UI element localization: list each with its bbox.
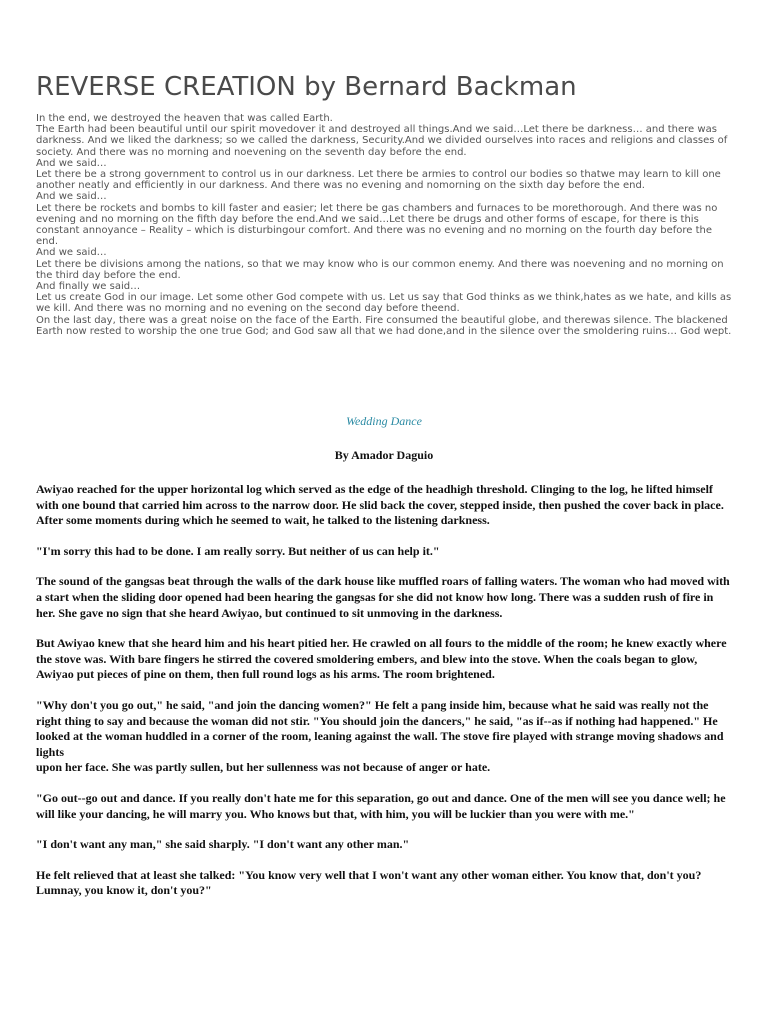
poem-line: And we said… <box>36 157 107 169</box>
poem-line: Let there be rockets and bombs to kill faster and easier; let there be gas chambers and furnaces to be morethorough. And there was no evening and no morning on the fifth day before the end.And we said…Let there be drugs and other forms of escape, for there is this constant annoyance – Reality – which is disturbingour comfort. And there was no evening and no morning on the fourth day before the end. <box>36 202 718 248</box>
poem-line: Let there be a strong government to control us in our darkness. Let there be armies to control our bodies so thatwe may learn to kill one another neatly and efficiently in our darkness. And there was no evening and nomorning on the sixth day before the end. <box>36 169 721 192</box>
story-paragraph: But Awiyao knew that she heard him and his heart pitied her. He crawled on all fours to the middle of the room; he knew exactly where the stove was. With bare fingers he stirred the covered smoldering embers, and blew into the stove. When the coals began to glow, Awiyao put pieces of pine on them, then full round logs as his arms. The room brightened. <box>36 636 727 682</box>
story-paragraph: "Go out--go out and dance. If you really don't hate me for this separation, go out and dance. One of the men will see you dance well; he will like your dancing, he will marry you. Who knows but that, with him, you will be luckier than you were with me." <box>36 790 726 821</box>
poem-line: And we said… <box>36 191 107 203</box>
poem-line: And we said… <box>36 247 107 259</box>
story-body <box>36 482 732 914</box>
poem-line: The Earth had been beautiful until our spirit movedover it and destroyed all things.And we said…Let there be darkness… and there was darkness. And we liked the darkness; so we called the darkness, Security.And we divided ourselves into races and religions and classes of society. And there was no morning and noevening on the seventh day before the end. <box>36 124 728 158</box>
story-byline: By Amador Daguio <box>334 448 434 462</box>
story-paragraph: He felt relieved that at least she talked: "You know very well that I won't want any other woman either. You know that, don't you? Lumnay, you know it, don't you?" <box>36 867 702 898</box>
poem-line: And finally we said… <box>36 281 141 293</box>
story-paragraph: Awiyao reached for the upper horizontal log which served as the edge of the headhigh threshold. Clinging to the log, he lifted himself with one bound that carried him across to the narrow door. He slid back the cover, stepped inside, then pushed the cover back in place. After some moments during which he seemed to wait, he talked to the listening darkness. <box>36 482 724 528</box>
poem-line: Let there be divisions among the nations, so that we may know who is our common enemy. And there was noevening and no morning on the third day before the end. <box>36 258 724 281</box>
poem-line: On the last day, there was a great noise on the face of the Earth. Fire consumed the beautiful globe, and therewas silence. The blackened Earth now rested to worship the one true God; and God saw all that we had done,and in the silence over the smoldering ruins… God wept. <box>36 314 732 337</box>
poem-body <box>36 113 736 337</box>
page-title: REVERSE CREATION by Bernard Backman <box>36 72 577 102</box>
poem-line: In the end, we destroyed the heaven that was called Earth. <box>36 113 333 124</box>
story-paragraph: upon her face. She was partly sullen, but her sullenness was not because of anger or hate. <box>36 760 491 775</box>
story-paragraph: The sound of the gangsas beat through the walls of the dark house like muffled roars of falling waters. The woman who had moved with a start when the sliding door opened had been hearing the gangsas for she did not know how long. There was a sudden rush of fire in her. She gave no sign that she heard Awiyao, but continued to sit unmoving in the darkness. <box>36 574 730 620</box>
story-title: Wedding Dance <box>346 414 422 428</box>
story-paragraph: "I don't want any man," she said sharply. "I don't want any other man." <box>36 837 410 852</box>
poem-line: Let us create God in our image. Let some other God compete with us. Let us say that God thinks as we think,hates as we hate, and kills as we kill. And there was no morning and no evening on the second day before theend. <box>36 292 732 315</box>
story-paragraph: "Why don't you go out," he said, "and join the dancing women?" He felt a pang inside him, because what he said was really not the right thing to say and because the woman did not stir. "You should join the dancers," he said, "as if--as if nothing had happened." He looked at the woman huddled in a corner of the room, leaning against the wall. The stove fire played with strange moving shadows and lights <box>36 697 724 759</box>
story-paragraph: "I'm sorry this had to be done. I am really sorry. But neither of us can help it." <box>36 543 440 558</box>
